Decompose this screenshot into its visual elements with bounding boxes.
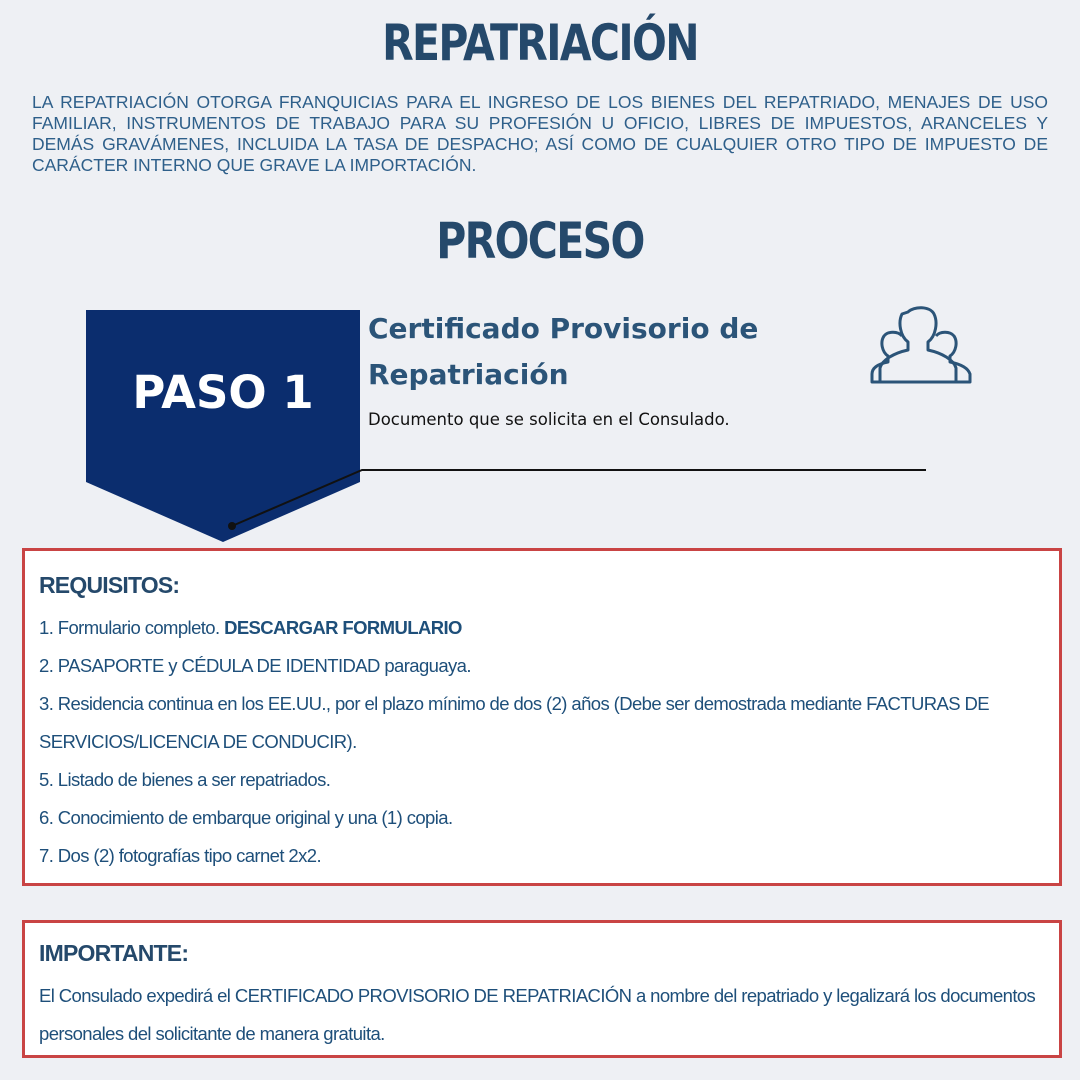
paso-banner xyxy=(86,310,360,542)
requirement-text: 7. Dos (2) fotografías tipo carnet 2x2. xyxy=(39,845,322,866)
intro-paragraph: LA REPATRIACIÓN OTORGA FRANQUICIAS PARA EL INGRESO DE LOS BIENES DEL REPATRIADO, MENAJES DE USO FAMILIAR, INSTRUMENTOS DE TRABAJO PARA SU PROFESIÓN U OFICIO, LIBRES DE IMPUESTOS, ARANCELES Y DEMÁS GRAVÁMENES, INCLUIDA LA TASA DE DESPACHO; ASÍ COMO DE CUALQUIER OTRO TIPO DE IMPUESTO DE CARÁCTER INTERNO QUE GRAVE LA IMPORTACIÓN. xyxy=(32,92,1048,175)
important-heading: IMPORTANTE: xyxy=(39,940,189,966)
step-title: Certificado Provisorio de Repatriación xyxy=(368,312,759,391)
page-title: REPATRIACIÓN xyxy=(382,14,698,72)
requirements-list xyxy=(39,609,1059,875)
step-description: Documento que se solicita en el Consulado. xyxy=(368,410,730,429)
important-text: El Consulado expedirá el CERTIFICADO PROVISORIO DE REPATRIACIÓN a nombre del repatriado y legalizará los documentos personales del solicitante de manera gratuita. xyxy=(39,985,1036,1044)
people-icon xyxy=(870,306,974,388)
requirements-heading: REQUISITOS: xyxy=(39,572,180,598)
section-title-proceso: PROCESO xyxy=(436,212,644,270)
requirement-item xyxy=(39,799,1059,837)
requirement-item xyxy=(39,761,1059,799)
requirement-text: 5. Listado de bienes a ser repatriados. xyxy=(39,769,331,790)
requirement-item xyxy=(39,837,1059,875)
requirement-text: 6. Conocimiento de embarque original y una (1) copia. xyxy=(39,807,453,828)
requirement-item xyxy=(39,685,1059,761)
paso-label: PASO 1 xyxy=(132,366,314,419)
requirement-text: 1. Formulario completo. xyxy=(39,617,225,638)
requirement-item xyxy=(39,647,1059,685)
requirement-text: 3. Residencia continua en los EE.UU., por el plazo mínimo de dos (2) años (Debe ser demostrada mediante FACTURAS DE SERVICIOS/LICENCIA DE CONDUCIR). xyxy=(39,693,990,752)
download-form-link[interactable]: DESCARGAR FORMULARIO xyxy=(224,617,462,638)
requirements-box xyxy=(22,548,1062,886)
requirement-text: 2. PASAPORTE y CÉDULA DE IDENTIDAD paraguaya. xyxy=(39,655,471,676)
important-box xyxy=(22,920,1062,1058)
requirement-item xyxy=(39,609,1059,647)
